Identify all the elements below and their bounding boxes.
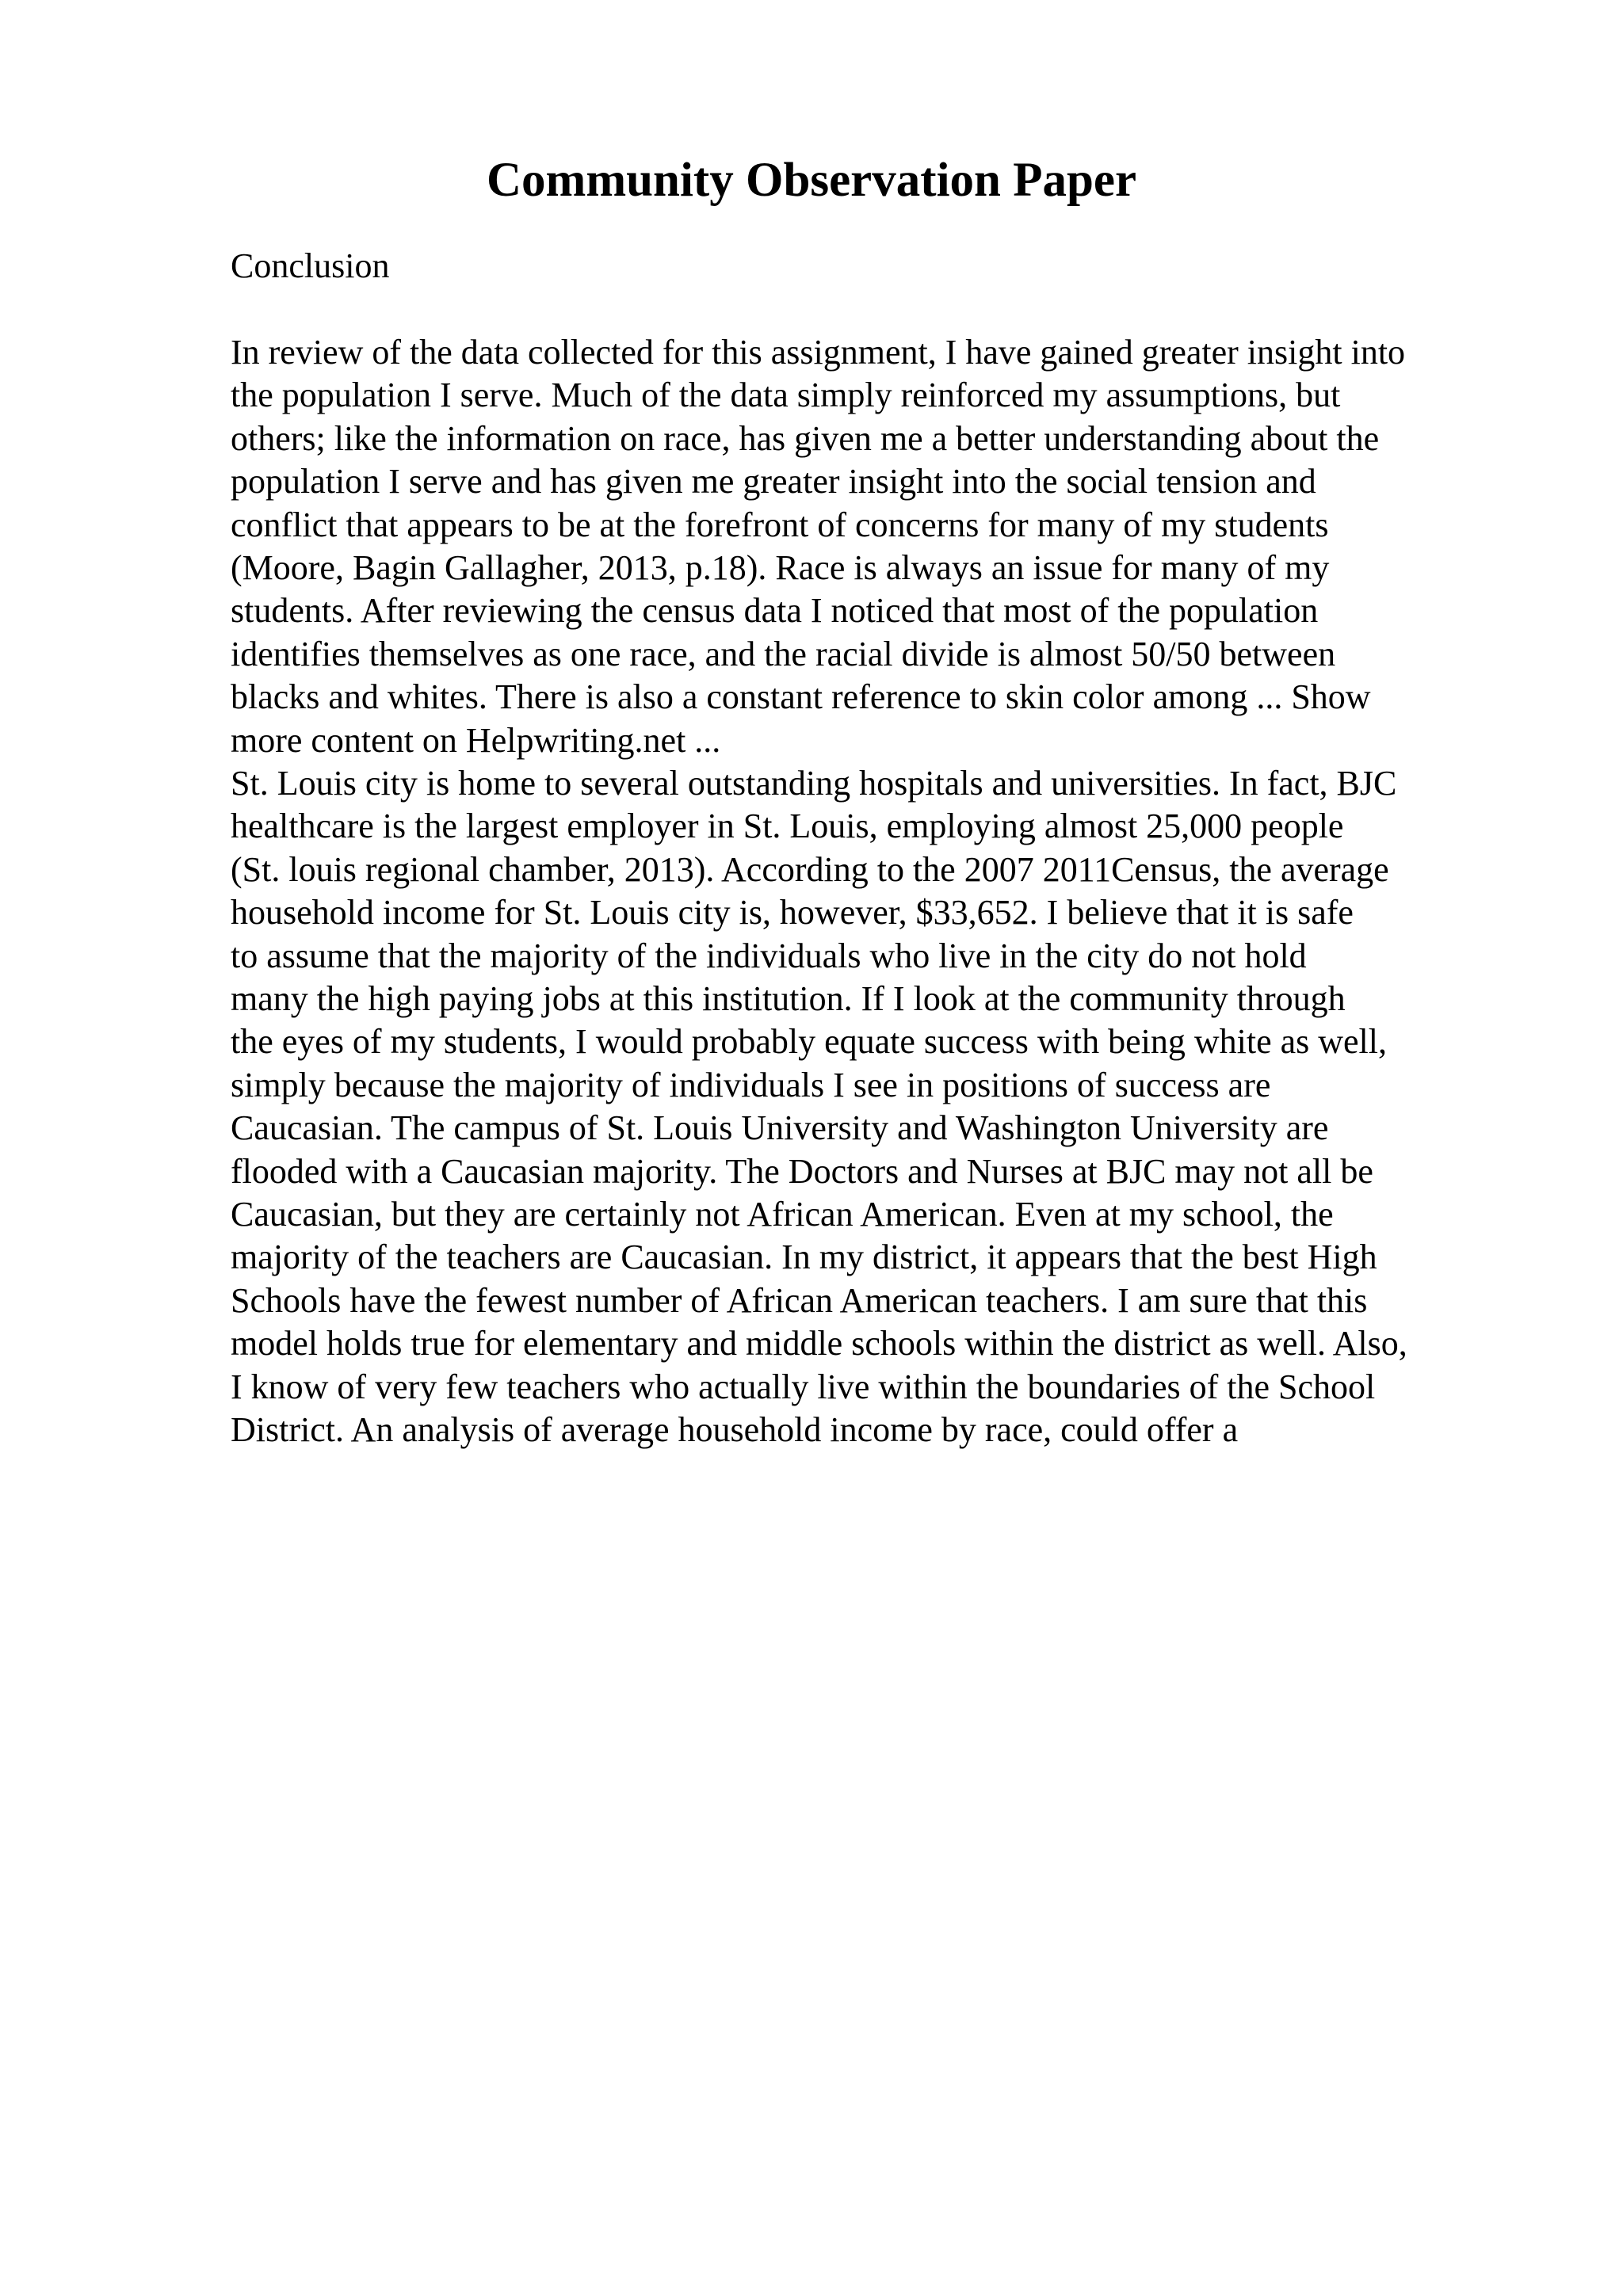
paragraph-line: identifies themselves as one race, and the racial divide is almost 50/50 between — [231, 634, 1336, 673]
paragraph-line: Caucasian, but they are certainly not African American. Even at my school, the — [231, 1195, 1334, 1234]
paragraph-line: healthcare is the largest employer in St. Louis, employing almost 25,000 people — [231, 807, 1344, 846]
paragraph-line: model holds true for elementary and middle schools within the district as well. Also, — [231, 1324, 1407, 1363]
paragraph-line: to assume that the majority of the individuals who live in the city do not hold — [231, 936, 1307, 975]
paragraph-line: I know of very few teachers who actually live within the boundaries of the School — [231, 1367, 1376, 1406]
paragraph-line: more content on Helpwriting.net ... — [231, 720, 721, 760]
paragraph-line: St. Louis city is home to several outstanding hospitals and universities. In fact, BJC — [231, 764, 1397, 803]
paragraph-line: flooded with a Caucasian majority. The Doctors and Nurses at BJC may not all be — [231, 1151, 1373, 1191]
paragraph-line: students. After reviewing the census data I noticed that most of the population — [231, 591, 1319, 631]
paragraph-line: Schools have the fewest number of African American teachers. I am sure that this — [231, 1280, 1368, 1320]
paragraph-line: (Moore, Bagin Gallagher, 2013, p.18). Race is always an issue for many of my — [231, 548, 1330, 588]
paragraph-line: others; like the information on race, has given me a better understanding about the — [231, 418, 1380, 458]
paragraph-line: District. An analysis of average household income by race, could offer a — [231, 1410, 1239, 1450]
paragraph-line: simply because the majority of individuals I see in positions of success are — [231, 1065, 1271, 1104]
paragraph-line: the population I serve. Much of the data simply reinforced my assumptions, but — [231, 376, 1341, 415]
paragraph-line: population I serve and has given me greater insight into the social tension and — [231, 462, 1316, 502]
page-title: Community Observation Paper — [486, 154, 1137, 207]
paragraph-st-louis — [231, 762, 1499, 1452]
paragraph-line: many the high paying jobs at this institution. If I look at the community through — [231, 979, 1346, 1019]
paragraph-line: the eyes of my students, I would probably equate success with being white as well, — [231, 1022, 1388, 1062]
paragraph-line: conflict that appears to be at the forefront of concerns for many of my students — [231, 505, 1329, 544]
paragraph-line: blacks and whites. There is also a constant reference to skin color among ... Show — [231, 677, 1371, 717]
paragraph-conclusion — [231, 331, 1499, 762]
paragraph-line: (St. louis regional chamber, 2013). According to the 2007 2011Census, the average — [231, 849, 1389, 889]
paragraph-line: majority of the teachers are Caucasian. In my district, it appears that the best High — [231, 1238, 1377, 1277]
section-heading: Conclusion — [231, 246, 390, 285]
paragraph-line: Caucasian. The campus of St. Louis University and Washington University are — [231, 1108, 1329, 1148]
paragraph-line: In review of the data collected for this assignment, I have gained greater insight into — [231, 333, 1406, 372]
paragraph-line: household income for St. Louis city is, however, $33,652. I believe that it is safe — [231, 893, 1354, 933]
